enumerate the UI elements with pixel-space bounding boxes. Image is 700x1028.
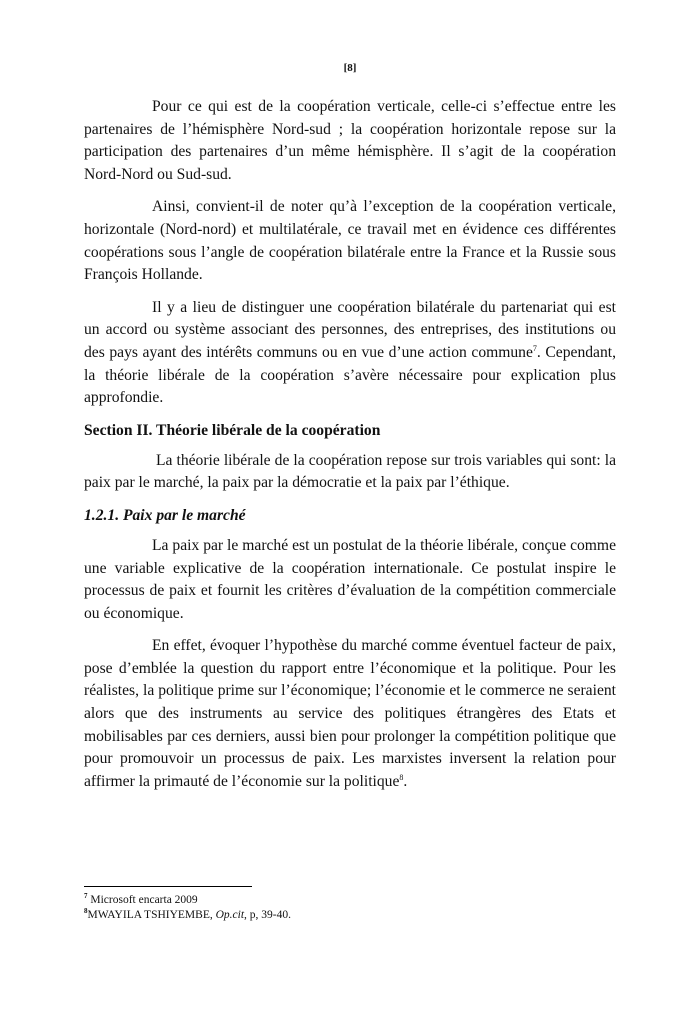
- paragraph-market-hypothesis: [84, 635, 616, 793]
- footnote-7: [84, 893, 616, 908]
- paragraph-text: Il y a lieu de distinguer une coopération bilatérale du partenariat qui est un accord ou système associant des personnes, des entreprises, des institutions ou des pays ayant des intérêts communs ou en vue d’une action commune: [84, 298, 616, 361]
- paragraph-text-cont: . Cependant, la théorie libérale de la coopération s’avère nécessaire pour explication plus approfondie.: [84, 343, 616, 407]
- paragraph-text-cont: .: [403, 772, 408, 790]
- paragraph-partnership: [84, 297, 616, 410]
- section-heading: Section II. Théorie libérale de la coopération: [84, 421, 381, 439]
- paragraph-liberal-theory: La théorie libérale de la coopération repose sur trois variables qui sont: la paix par le marché, la paix par la démocratie et la paix par l’éthique.: [84, 451, 616, 492]
- footnote-number: 8: [84, 907, 88, 916]
- footnote-number: 7: [84, 892, 88, 901]
- subsection-heading: 1.2.1. Paix par le marché: [84, 506, 246, 524]
- footnotes: [84, 893, 616, 923]
- page-number: [8]: [343, 62, 357, 74]
- footnote-text-italic: Op.cit: [215, 909, 245, 921]
- footnote-text: MWAYILA TSHIYEMBE,: [87, 909, 216, 921]
- footnote-text: Microsoft encarta 2009: [90, 894, 198, 906]
- footnote-divider: [84, 886, 252, 887]
- footnote-ref-8: 8: [399, 772, 404, 782]
- footnote-text-cont: , p, 39-40.: [244, 909, 292, 921]
- paragraph-vertical-cooperation: Pour ce qui est de la coopération verticale, celle-ci s’effectue entre les partenaires de l’hémisphère Nord-sud ; la coopération horizontale repose sur la participation des partenaires d’un même hémisphère. Il s’agit de la coopération Nord-Nord ou Sud-sud.: [84, 98, 616, 183]
- paragraph-text: En effet, évoquer l’hypothèse du marché comme éventuel facteur de paix, pose d’emblée la question du rapport entre l’économique et la politique. Pour les réalistes, la politique prime sur l’économique; l’économie et le commerce ne seraient alors que des instruments au service des politiques étrangères des Etats et mobilisables par ces derniers, aussi bien pour prolonger la compétition politique que pour promouvoir un processus de paix. Les marxistes inversent la relation pour affirmer la primauté de l’économie sur la politique: [84, 637, 616, 790]
- footnote-ref-7: 7: [532, 343, 537, 353]
- paragraph-bilateral-cooperation: Ainsi, convient-il de noter qu’à l’exception de la coopération verticale, horizontale (Nord-nord) et multilatérale, ce travail met en évidence ces différentes coopérations sous l’angle de coopération bilatérale entre la France et la Russie sous François Hollande.: [84, 198, 616, 284]
- footnote-8: [84, 908, 616, 923]
- paragraph-peace-market: La paix par le marché est un postulat de la théorie libérale, conçue comme une variable explicative de la coopération internationale. Ce postulat inspire le processus de paix et fournit les critères d’évaluation de la compétition commerciale ou économique.: [84, 536, 616, 622]
- body-text: [84, 96, 616, 803]
